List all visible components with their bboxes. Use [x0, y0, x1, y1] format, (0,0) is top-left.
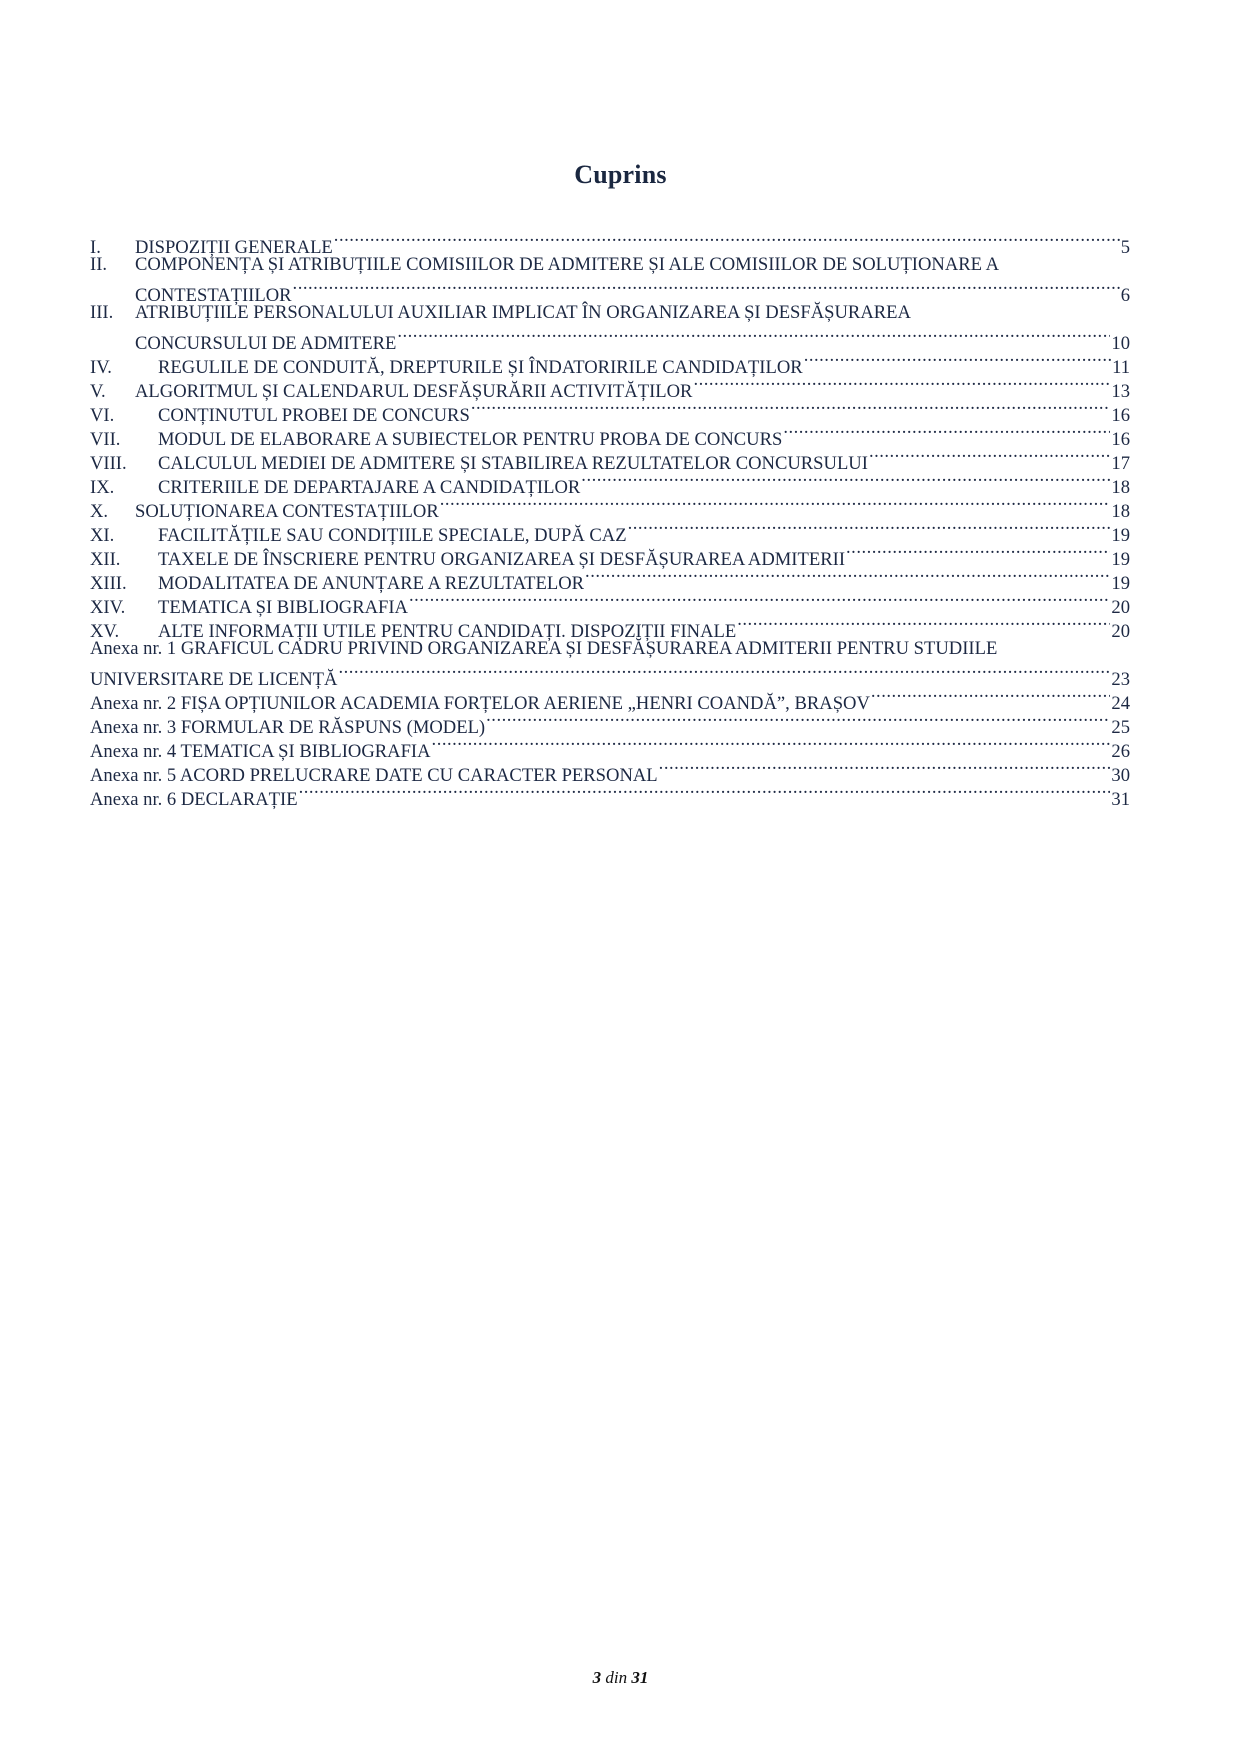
toc-entry[interactable] — [90, 469, 1130, 498]
toc-entry[interactable] — [90, 373, 1130, 402]
toc-entry-line — [90, 613, 1130, 642]
toc-entry-number: I. — [90, 237, 101, 258]
toc-entry-number: III. — [90, 302, 114, 323]
toc-entry-title: SOLUȚIONAREA CONTESTAȚIILOR — [135, 501, 439, 522]
toc-entry[interactable] — [90, 229, 1130, 258]
toc-entry-title: REGULILE DE CONDUITĂ, DREPTURILE ȘI ÎNDATORIRILE CANDIDAȚILOR — [158, 357, 803, 378]
toc-entry-title: TAXELE DE ÎNSCRIERE PENTRU ORGANIZAREA ȘI DESFĂȘURAREA ADMITERII — [158, 549, 846, 570]
toc-entry-page: 20 — [1111, 621, 1130, 642]
toc-entry[interactable] — [90, 709, 1130, 738]
dot-leader — [693, 373, 1110, 397]
toc-entry-number: V. — [90, 381, 106, 402]
toc-entry-line — [90, 469, 1130, 498]
dot-leader — [440, 493, 1111, 517]
toc-entry-number: VI. — [90, 405, 115, 426]
toc-entry-title: CALCULUL MEDIEI DE ADMITERE ȘI STABILIREA REZULTATELOR CONCURSULUI — [158, 453, 868, 474]
page-number-separator: din — [605, 1668, 628, 1687]
toc-entry-number: X. — [90, 501, 109, 522]
toc-entry[interactable] — [90, 301, 1130, 354]
toc-entry-line — [90, 301, 1130, 325]
toc-entry-title: Anexa nr. 6 DECLARAȚIE — [90, 789, 298, 810]
toc-entry-page: 25 — [1111, 717, 1130, 738]
toc-entry-page: 16 — [1111, 429, 1130, 450]
toc-entry-line — [90, 709, 1130, 738]
toc-entry-line — [90, 757, 1130, 786]
toc-entry-title: CRITERIILE DE DEPARTAJARE A CANDIDAȚILOR — [158, 477, 581, 498]
table-of-contents — [90, 229, 1130, 810]
toc-entry-number: XI. — [90, 525, 115, 546]
dot-leader — [432, 733, 1111, 757]
toc-entry-title: ALTE INFORMAȚII UTILE PENTRU CANDIDAȚI. DISPOZIȚII FINALE — [158, 621, 737, 642]
toc-entry-line — [90, 421, 1130, 450]
toc-entry[interactable] — [90, 589, 1130, 618]
toc-entry-page: 16 — [1111, 405, 1130, 426]
toc-entry-number: XII. — [90, 549, 121, 570]
toc-entry-title: ALGORITMUL ȘI CALENDARUL DESFĂȘURĂRII ACTIVITĂȚILOR — [135, 381, 693, 402]
toc-entry-page: 30 — [1111, 765, 1130, 786]
toc-entry[interactable] — [90, 733, 1130, 762]
toc-entry-title: COMPONENȚA ȘI ATRIBUȚIILE COMISIILOR DE ADMITERE ȘI ALE COMISIILOR DE SOLUȚIONARE A — [135, 254, 1000, 275]
toc-entry-title: CONCURSULUI DE ADMITERE — [135, 333, 397, 354]
dot-leader — [397, 325, 1110, 349]
toc-entry-title: FACILITĂȚILE SAU CONDIȚIILE SPECIALE, DUPĂ CAZ — [158, 525, 627, 546]
toc-entry-title: ATRIBUȚIILE PERSONALULUI AUXILIAR IMPLICAT ÎN ORGANIZAREA ȘI DESFĂȘURAREA — [135, 302, 911, 323]
toc-entry-page: 6 — [1120, 285, 1130, 306]
toc-entry-page: 13 — [1111, 381, 1130, 402]
toc-entry-title: UNIVERSITARE DE LICENȚĂ — [90, 669, 338, 690]
toc-entry-title: MODALITATEA DE ANUNȚARE A REZULTATELOR — [158, 573, 585, 594]
toc-entry-number: VIII. — [90, 453, 127, 474]
toc-entry-title: Anexa nr. 5 ACORD PRELUCRARE DATE CU CARACTER PERSONAL — [90, 765, 658, 786]
dot-leader — [871, 685, 1111, 709]
toc-entry[interactable] — [90, 445, 1130, 474]
toc-entry[interactable] — [90, 253, 1130, 306]
toc-entry[interactable] — [90, 685, 1130, 714]
total-page-count: 31 — [631, 1668, 649, 1687]
toc-entry-line — [90, 637, 1130, 661]
dot-leader — [783, 421, 1110, 445]
dot-leader — [585, 565, 1110, 589]
current-page-number: 3 — [592, 1668, 602, 1687]
toc-entry[interactable] — [90, 349, 1130, 378]
toc-entry-line — [90, 373, 1130, 402]
dot-leader — [737, 613, 1110, 637]
page-title: Cuprins — [574, 160, 667, 189]
toc-entry-line — [90, 397, 1130, 426]
toc-entry-line — [90, 781, 1130, 810]
dot-leader — [628, 517, 1111, 541]
toc-entry-title: CONȚINUTUL PROBEI DE CONCURS — [158, 405, 470, 426]
toc-entry-line — [90, 253, 1130, 277]
dot-leader — [471, 397, 1111, 421]
toc-entry-page: 31 — [1111, 789, 1130, 810]
toc-entry-line — [90, 277, 1130, 306]
toc-entry[interactable] — [90, 541, 1130, 570]
dot-leader — [293, 277, 1120, 301]
dot-leader — [659, 757, 1111, 781]
toc-entry-number: XIV. — [90, 597, 126, 618]
toc-entry-number: IX. — [90, 477, 115, 498]
dot-leader — [338, 661, 1110, 685]
toc-entry-line — [90, 589, 1130, 618]
toc-entry[interactable] — [90, 637, 1130, 690]
toc-entry-line — [90, 229, 1130, 258]
toc-entry-page: 18 — [1111, 501, 1130, 522]
page-number-footer — [0, 1668, 1241, 1688]
toc-entry-page: 20 — [1111, 597, 1130, 618]
toc-entry-line — [90, 685, 1130, 714]
toc-entry[interactable] — [90, 757, 1130, 786]
toc-entry-page: 23 — [1111, 669, 1130, 690]
toc-entry-number: XV. — [90, 621, 120, 642]
toc-entry-number: VII. — [90, 429, 121, 450]
toc-entry-title: Anexa nr. 4 TEMATICA ȘI BIBLIOGRAFIA — [90, 741, 431, 762]
toc-entry-number: IV. — [90, 357, 112, 378]
toc-entry-page: 19 — [1111, 525, 1130, 546]
toc-entry-line — [90, 661, 1130, 690]
toc-entry-line — [90, 517, 1130, 546]
toc-entry-title: Anexa nr. 1 GRAFICUL CADRU PRIVIND ORGANIZAREA ȘI DESFĂȘURAREA ADMITERII PENTRU STUDIILE — [90, 638, 998, 659]
toc-entry-title: CONTESTAȚIILOR — [135, 285, 292, 306]
toc-entry-page: 19 — [1111, 573, 1130, 594]
toc-entry-page: 18 — [1111, 477, 1130, 498]
toc-entry-title: TEMATICA ȘI BIBLIOGRAFIA — [158, 597, 408, 618]
toc-entry[interactable] — [90, 493, 1130, 522]
dot-leader — [409, 589, 1110, 613]
toc-entry-line — [90, 541, 1130, 570]
toc-entry-page: 17 — [1111, 453, 1130, 474]
toc-entry-line — [90, 349, 1130, 378]
toc-entry-page: 19 — [1111, 549, 1130, 570]
toc-entry[interactable] — [90, 397, 1130, 426]
dot-leader — [804, 349, 1111, 373]
dot-leader — [869, 445, 1110, 469]
toc-entry-page: 24 — [1111, 693, 1130, 714]
toc-entry-title: MODUL DE ELABORARE A SUBIECTELOR PENTRU PROBA DE CONCURS — [158, 429, 783, 450]
dot-leader — [334, 229, 1120, 253]
toc-entry[interactable] — [90, 613, 1130, 642]
toc-entry-number: II. — [90, 254, 108, 275]
toc-entry[interactable] — [90, 565, 1130, 594]
toc-entry-line — [90, 565, 1130, 594]
toc-entry-page: 10 — [1111, 333, 1130, 354]
toc-entry-title: Anexa nr. 3 FORMULAR DE RĂSPUNS (MODEL) — [90, 717, 486, 738]
toc-entry-line — [90, 493, 1130, 522]
toc-entry-page: 5 — [1120, 237, 1130, 258]
toc-entry-page: 11 — [1112, 357, 1130, 378]
toc-entry-page: 26 — [1111, 741, 1130, 762]
toc-entry-line — [90, 325, 1130, 354]
toc-entry[interactable] — [90, 781, 1130, 810]
dot-leader — [299, 781, 1111, 805]
dot-leader — [581, 469, 1110, 493]
toc-entry[interactable] — [90, 421, 1130, 450]
toc-entry-line — [90, 733, 1130, 762]
toc-entry-line — [90, 445, 1130, 474]
dot-leader — [486, 709, 1110, 733]
toc-entry-title: Anexa nr. 2 FIȘA OPȚIUNILOR ACADEMIA FORȚELOR AERIENE „HENRI COANDĂ”, BRAȘOV — [90, 693, 870, 714]
dot-leader — [846, 541, 1110, 565]
toc-entry-number: XIII. — [90, 573, 127, 594]
toc-entry-title: DISPOZIȚII GENERALE — [135, 237, 333, 258]
toc-entry[interactable] — [90, 517, 1130, 546]
